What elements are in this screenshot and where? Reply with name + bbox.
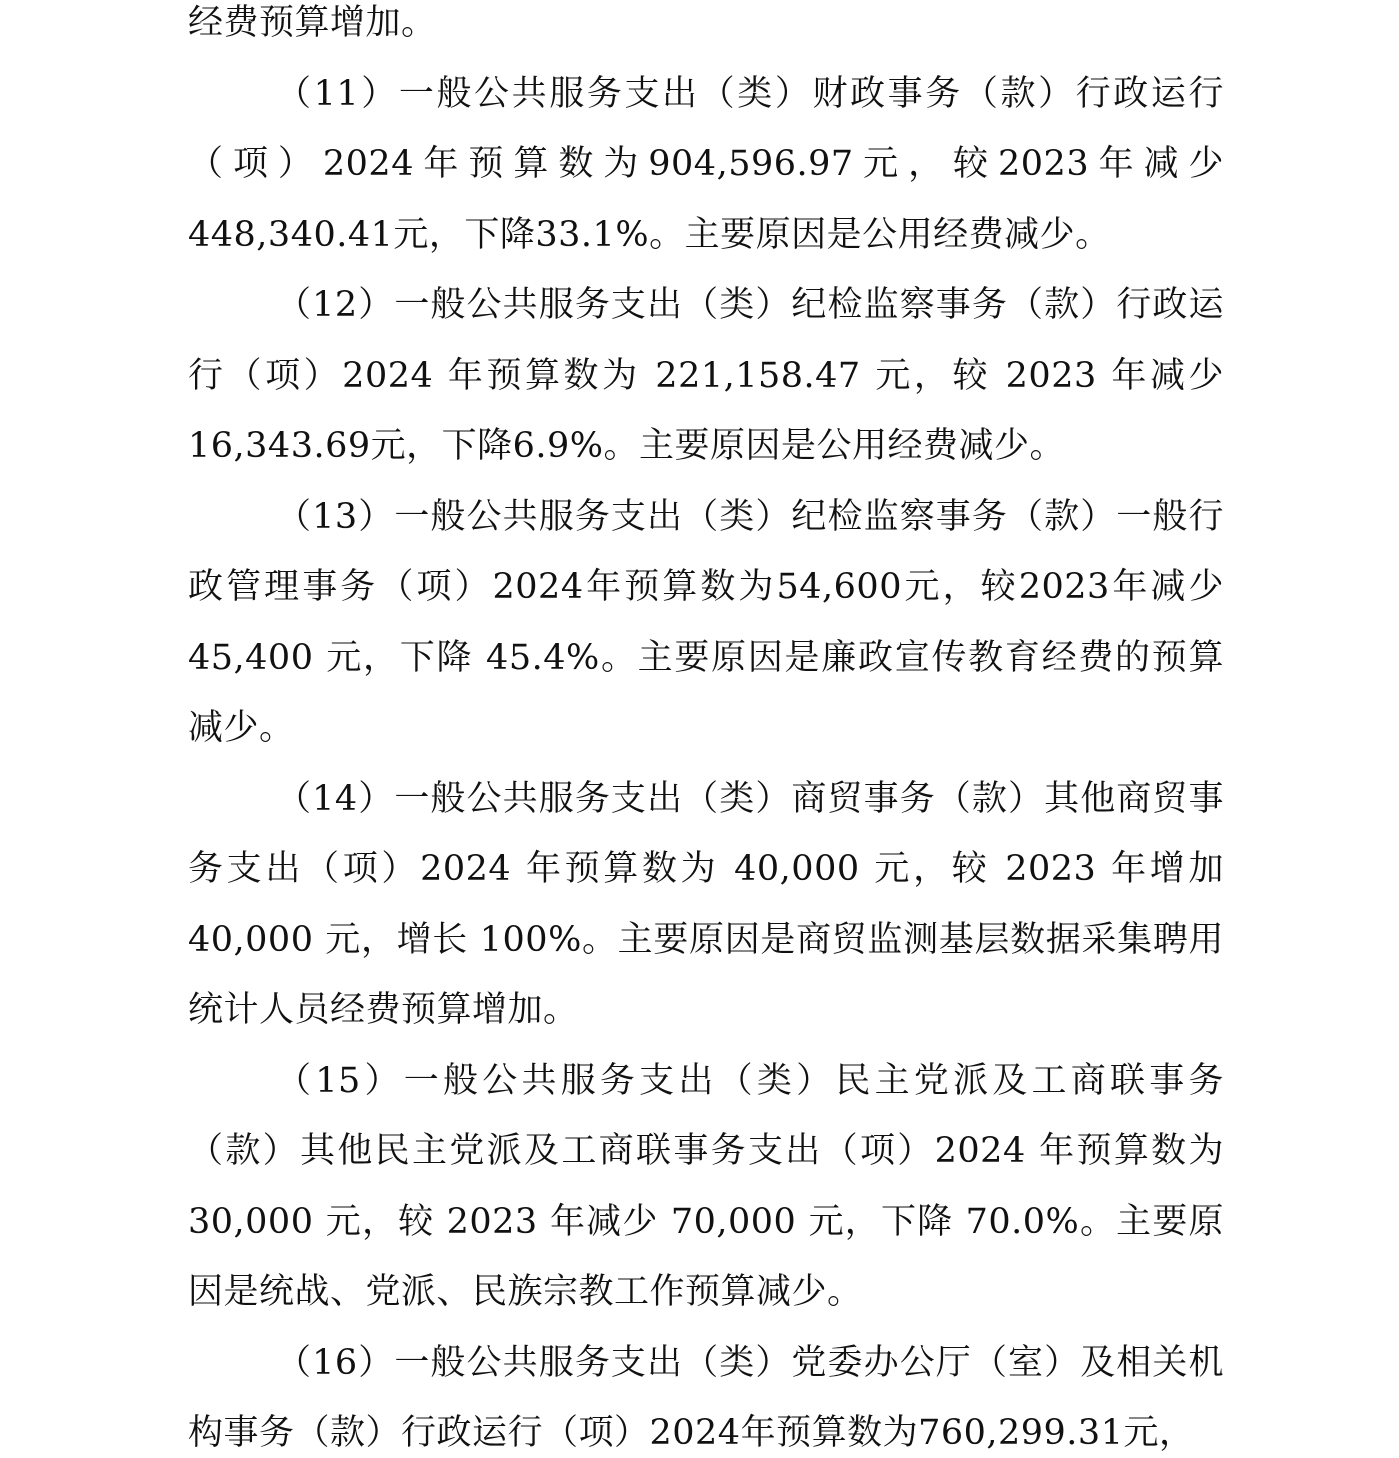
- paragraph-15: （15）一般公共服务支出（类）民主党派及工商联事务（款）其他民主党派及工商联事务支出（项）2024 年预算数为30,000 元，较 2023 年减少 70,000 元，下降 70.0%。主要原因是统战、党派、民族宗教工作预算减少。: [188, 1060, 1224, 1312]
- paragraph-14: （14）一般公共服务支出（类）商贸事务（款）其他商贸事务支出（项）2024 年预算数为 40,000 元，较 2023 年增加40,000 元，增长 100%。主要原因是商贸监测基层数据采集聘用统计人员经费预算增加。: [188, 778, 1224, 1030]
- paragraph-16: （16）一般公共服务支出（类）党委办公厅（室）及相关机构事务（款）行政运行（项）2024年预算数为760,299.31元，: [188, 1342, 1224, 1453]
- paragraph-continuation: 经费预算增加。: [188, 3, 437, 43]
- paragraph-13: （13）一般公共服务支出（类）纪检监察事务（款）一般行政管理事务（项）2024年预算数为54,600元，较2023年减少45,400 元，下降 45.4%。主要原因是廉政宣传教育经费的预算减少。: [188, 496, 1224, 748]
- document-body: [188, 0, 1224, 1458]
- paragraph-11: （11）一般公共服务支出（类）财政事务（款）行政运行（项）2024年预算数为904,596.97元，较2023年减少448,340.41元，下降33.1%。主要原因是公用经费减少。: [188, 73, 1224, 255]
- paragraph-12: （12）一般公共服务支出（类）纪检监察事务（款）行政运行（项）2024 年预算数为 221,158.47 元，较 2023 年减少16,343.69元，下降6.9%。主要原因是公用经费减少。: [188, 285, 1224, 466]
